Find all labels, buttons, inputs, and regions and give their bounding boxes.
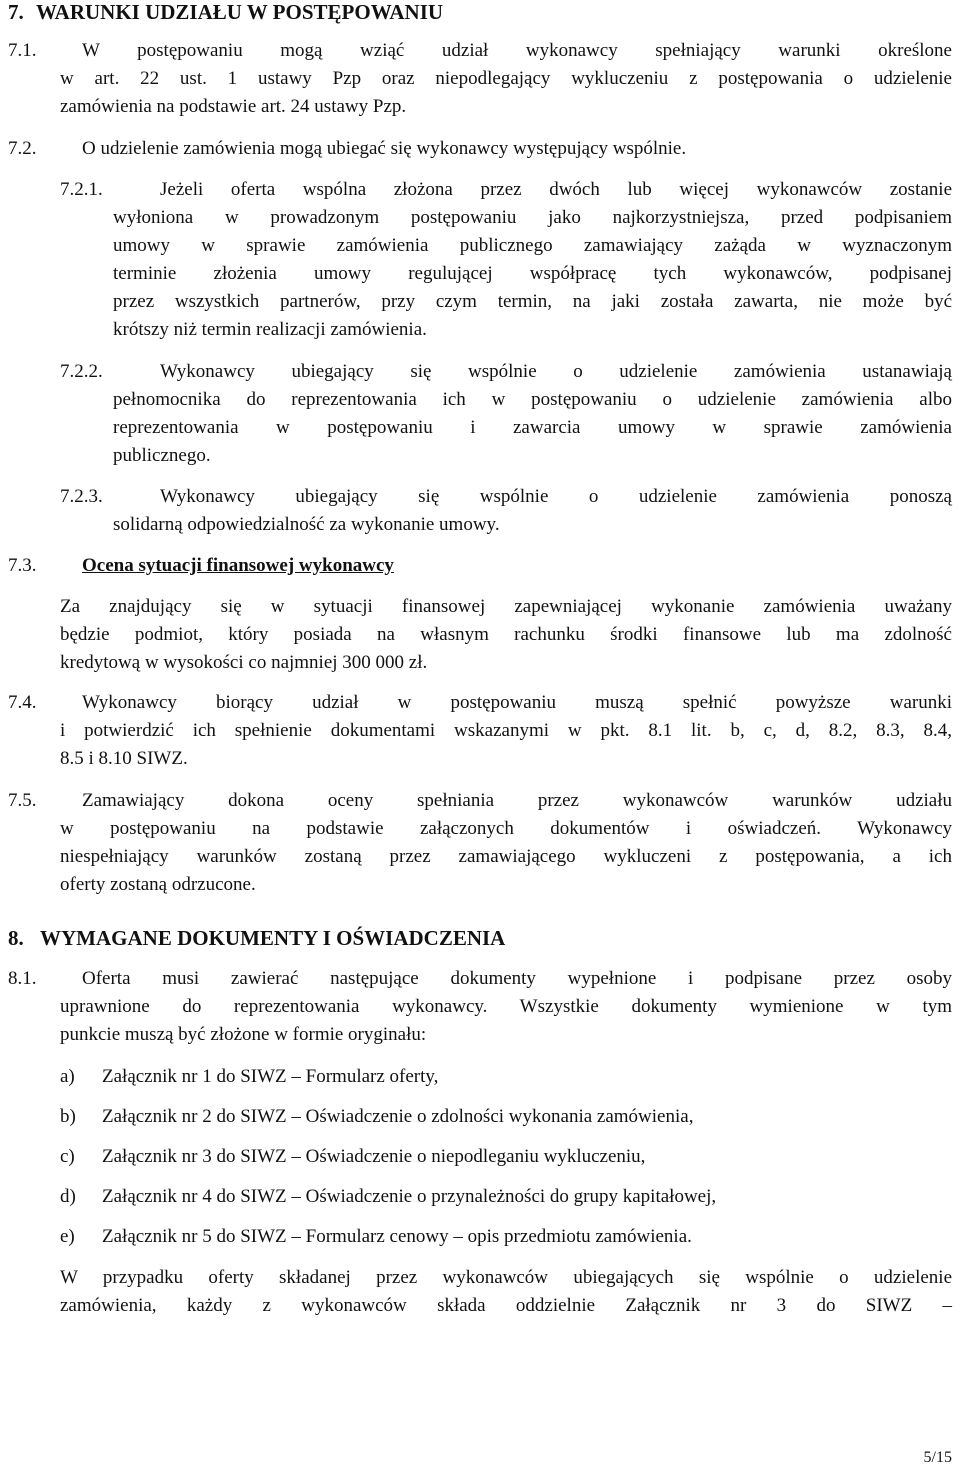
list-item-marker: d)	[60, 1186, 76, 1207]
text-line: oferty zostaną odrzucone.	[60, 874, 256, 895]
text-line: Zamawiający dokona oceny spełniania przez wykonawców warunków udziału	[82, 790, 952, 811]
text-line: reprezentowania w postępowaniu i zawarcia umowy w sprawie zamówienia	[113, 417, 952, 438]
para-8-1	[60, 965, 952, 1049]
text-line: i potwierdzić ich spełnienie dokumentami wskazanymi w pkt. 8.1 lit. b, c, d, 8.2, 8.3, 8.4,	[60, 720, 952, 741]
para-7-2-number: 7.2.	[8, 138, 37, 159]
text-line: krótszy niż termin realizacji zamówienia.	[113, 319, 427, 340]
text-line: Za znajdujący się w sytuacji finansowej zapewniającej wykonanie zamówienia uważany	[60, 596, 952, 617]
para-7-3	[60, 593, 952, 677]
section-7-title: WARUNKI UDZIAŁU W POSTĘPOWANIU	[36, 0, 444, 24]
text-line: zamówienia na podstawie art. 24 ustawy Pzp.	[60, 96, 407, 117]
text-line: pełnomocnika do reprezentowania ich w postępowaniu o udzielenie zamówienia albo	[113, 389, 952, 410]
text-line: solidarną odpowiedzialność za wykonanie umowy.	[113, 514, 500, 535]
list-item-marker: a)	[60, 1066, 75, 1087]
list-item-text: Załącznik nr 2 do SIWZ – Oświadczenie o zdolności wykonania zamówienia,	[102, 1106, 694, 1127]
page-number: 5/15	[923, 1449, 952, 1466]
list-item-marker: e)	[60, 1226, 75, 1247]
text-line: Wykonawcy biorący udział w postępowaniu muszą spełnić powyższe warunki	[82, 692, 952, 713]
para-7-2-1	[113, 176, 952, 344]
para-7-1-number: 7.1.	[8, 40, 37, 61]
text-line: punkcie muszą być złożone w formie oryginału:	[60, 1024, 427, 1045]
text-line: Wykonawcy ubiegający się wspólnie o udzielenie zamówienia ustanawiają	[160, 361, 952, 382]
text-line: umowy w sprawie zamówienia publicznego zamawiający zażąda w wyznaczonym	[113, 235, 952, 256]
text-line: wyłoniona w prowadzonym postępowaniu jako najkorzystniejsza, przed podpisaniem	[113, 207, 952, 228]
para-7-5	[60, 787, 952, 899]
list-item	[60, 1183, 716, 1211]
text-line: przez wszystkich partnerów, przy czym termin, na jaki została zawarta, nie może być	[113, 291, 952, 312]
section-8-title: WYMAGANE DOKUMENTY I OŚWIADCZENIA	[40, 926, 506, 950]
para-7-2-2	[113, 358, 952, 470]
para-7-2	[82, 135, 952, 163]
list-item-marker: b)	[60, 1106, 76, 1127]
para-7-3-number: 7.3.	[8, 555, 37, 576]
para-7-5-number: 7.5.	[8, 790, 37, 811]
section-8-number: 8.	[8, 926, 24, 950]
section-7-heading	[8, 0, 443, 26]
text-line: terminie złożenia umowy regulującej współpracę tych wykonawców, podpisanej	[113, 263, 952, 284]
text-line: będzie podmiot, który posiada na własnym rachunku środki finansowe lub ma zdolność	[60, 624, 952, 645]
list-item-text: Załącznik nr 1 do SIWZ – Formularz oferty,	[102, 1066, 439, 1087]
para-7-1	[60, 37, 952, 121]
para-7-2-2-number: 7.2.2.	[60, 361, 103, 382]
text-line: W postępowaniu mogą wziąć udział wykonawcy spełniający warunki określone	[82, 40, 952, 61]
text-line: uprawnione do reprezentowania wykonawcy. Wszystkie dokumenty wymienione w tym	[60, 996, 952, 1017]
list-item-text: Załącznik nr 4 do SIWZ – Oświadczenie o przynależności do grupy kapitałowej,	[102, 1186, 717, 1207]
text-line: kredytową w wysokości co najmniej 300 000 zł.	[60, 652, 428, 673]
text-line: zamówienia, każdy z wykonawców składa oddzielnie Załącznik nr 3 do SIWZ –	[60, 1295, 952, 1316]
text-line: Jeżeli oferta wspólna złożona przez dwóch lub więcej wykonawców zostanie	[160, 179, 952, 200]
section-7-number: 7.	[8, 0, 24, 24]
list-item	[60, 1063, 438, 1091]
text-line: W przypadku oferty składanej przez wykonawców ubiegających się wspólnie o udzielenie	[60, 1267, 952, 1288]
text-line: w postępowaniu na podstawie załączonych dokumentów i oświadczeń. Wykonawcy	[60, 818, 952, 839]
text-line: Wykonawcy ubiegający się wspólnie o udzielenie zamówienia ponoszą	[160, 486, 952, 507]
section-8-heading	[8, 924, 505, 952]
para-7-4	[60, 689, 952, 773]
para-7-2-3	[113, 483, 952, 539]
text-line: O udzielenie zamówienia mogą ubiegać się wykonawcy występujący wspólnie.	[82, 138, 687, 159]
list-item	[60, 1103, 693, 1131]
para-8-1-continuation	[60, 1264, 952, 1320]
text-line: 8.5 i 8.10 SIWZ.	[60, 748, 188, 769]
list-item-text: Załącznik nr 5 do SIWZ – Formularz cenowy – opis przedmiotu zamówienia.	[102, 1226, 692, 1247]
list-item-marker: c)	[60, 1146, 75, 1167]
para-8-1-number: 8.1.	[8, 968, 37, 989]
list-item	[60, 1143, 645, 1171]
text-line: w art. 22 ust. 1 ustawy Pzp oraz niepodlegający wykluczeniu z postępowania o udzielenie	[60, 68, 952, 89]
text-line: publicznego.	[113, 445, 211, 466]
para-7-2-1-number: 7.2.1.	[60, 179, 103, 200]
list-item	[60, 1223, 692, 1251]
para-7-2-3-number: 7.2.3.	[60, 486, 103, 507]
text-line: Oferta musi zawierać następujące dokumenty wypełnione i podpisane przez osoby	[82, 968, 952, 989]
text-line: niespełniający warunków zostaną przez zamawiającego wykluczeni z postępowania, a ich	[60, 846, 952, 867]
para-7-4-number: 7.4.	[8, 692, 37, 713]
para-7-3-title: Ocena sytuacji finansowej wykonawcy	[82, 555, 394, 576]
list-item-text: Załącznik nr 3 do SIWZ – Oświadczenie o niepodleganiu wykluczeniu,	[102, 1146, 646, 1167]
